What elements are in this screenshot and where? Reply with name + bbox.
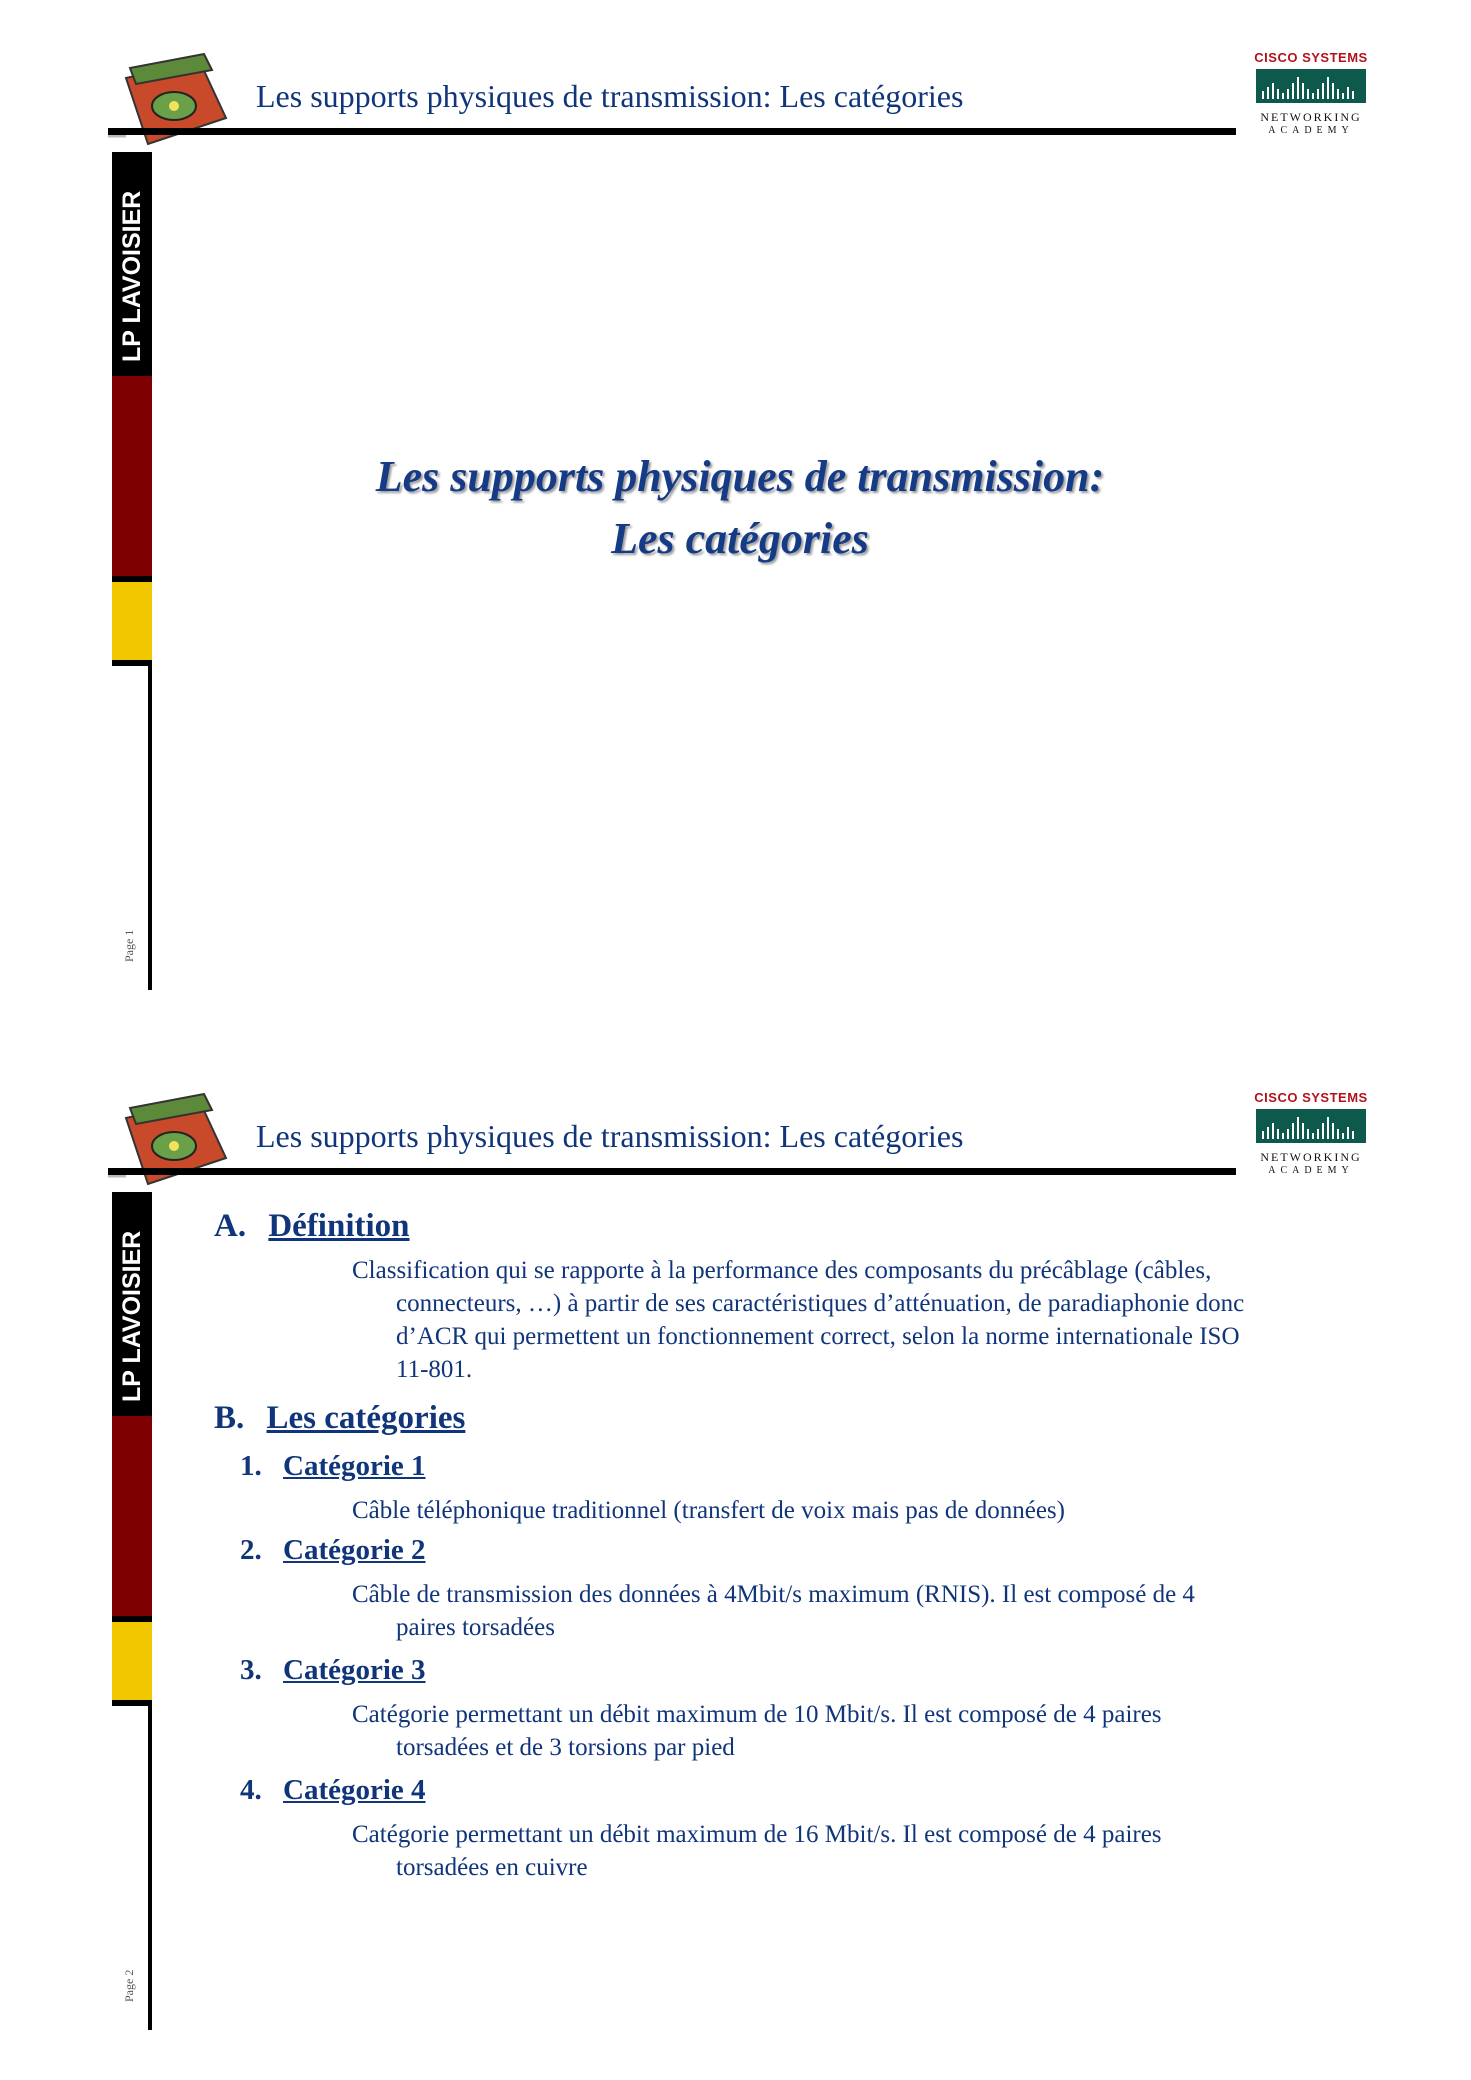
section-a-text-block [352,1254,1252,1386]
category-2-text: Câble de transmission des données à 4Mbit/s maximum (RNIS). Il est composé de 4 paires torsadées [352,1581,1195,1641]
section-b-title: Les catégories [266,1400,466,1436]
side-band-red [112,376,152,576]
side-band-divider [112,660,152,666]
cisco-academy-text: ACADEMY [1268,1165,1354,1176]
section-b-letter: B. [214,1400,245,1436]
category-1-text-block [352,1494,1252,1527]
slide-title-line-1: Les supports physiques de transmission: [375,452,1105,501]
header-title: Les supports physiques de transmission: Les catégories [256,1118,964,1154]
slide-2 [0,1040,1471,2080]
category-2-text-block [352,1578,1252,1644]
section-a-letter: A. [214,1208,247,1244]
section-a-text: Classification qui se rapporte à la performance des composants du précâblage (câbles, connecteurs, …) à partir de ses caractéristiques d’atténuation, de paradiaphonie donc d’ACR qui permettent un fonctionnement correct, selon la norme internationale ISO 11-801. [352,1257,1245,1383]
category-3-heading [240,1654,426,1687]
header-rule [108,128,1236,135]
cisco-academy-text: ACADEMY [1268,125,1354,136]
section-a-heading [214,1208,410,1245]
side-band-line [148,1706,152,2030]
category-3-title: Catégorie 3 [283,1654,426,1686]
slide-title-line-2: Les catégories [611,514,869,563]
side-band-red [112,1416,152,1616]
header-title: Les supports physiques de transmission: Les catégories [256,78,964,114]
category-2-number: 2. [240,1534,262,1566]
category-3-number: 3. [240,1654,262,1686]
side-band-divider [112,1700,152,1706]
cisco-networking-text: NETWORKING [1260,1150,1362,1164]
category-4-heading [240,1774,426,1807]
side-band-line [148,666,152,990]
side-band-yellow [112,1622,152,1700]
school-label [112,1192,152,1416]
category-4-title: Catégorie 4 [283,1774,426,1806]
cisco-bars-icon [1256,1109,1366,1143]
category-3-text: Catégorie permettant un débit maximum de 10 Mbit/s. Il est composé de 4 paires torsadées et de 3 torsions par pied [352,1701,1162,1761]
category-1-heading [240,1450,426,1483]
slide-title [270,446,1210,570]
school-name: LP LAVOISIER [118,1230,146,1402]
category-2-heading [240,1534,426,1567]
cisco-systems-text: CISCO SYSTEMS [1254,1090,1368,1105]
cisco-networking-text: NETWORKING [1260,110,1362,124]
cisco-logo [1252,50,1370,136]
category-1-title: Catégorie 1 [283,1450,426,1482]
cisco-bars-icon [1256,69,1366,103]
section-b-heading [214,1400,465,1437]
category-4-number: 4. [240,1774,262,1806]
category-2-title: Catégorie 2 [283,1534,426,1566]
category-1-number: 1. [240,1450,262,1482]
category-4-text: Catégorie permettant un débit maximum de 16 Mbit/s. Il est composé de 4 paires torsadées en cuivre [352,1821,1162,1881]
page-number: Page 2 [122,1969,136,2002]
category-1-text: Câble téléphonique traditionnel (transfert de voix mais pas de données) [352,1497,1065,1524]
header-rule [108,1168,1236,1175]
cisco-systems-text: CISCO SYSTEMS [1254,50,1368,65]
school-name: LP LAVOISIER [118,190,146,362]
side-band-yellow [112,582,152,660]
section-a-title: Définition [268,1208,410,1244]
category-4-text-block [352,1818,1252,1884]
cisco-logo [1252,1090,1370,1176]
page-number: Page 1 [122,929,136,962]
category-3-text-block [352,1698,1252,1764]
school-label [112,152,152,376]
